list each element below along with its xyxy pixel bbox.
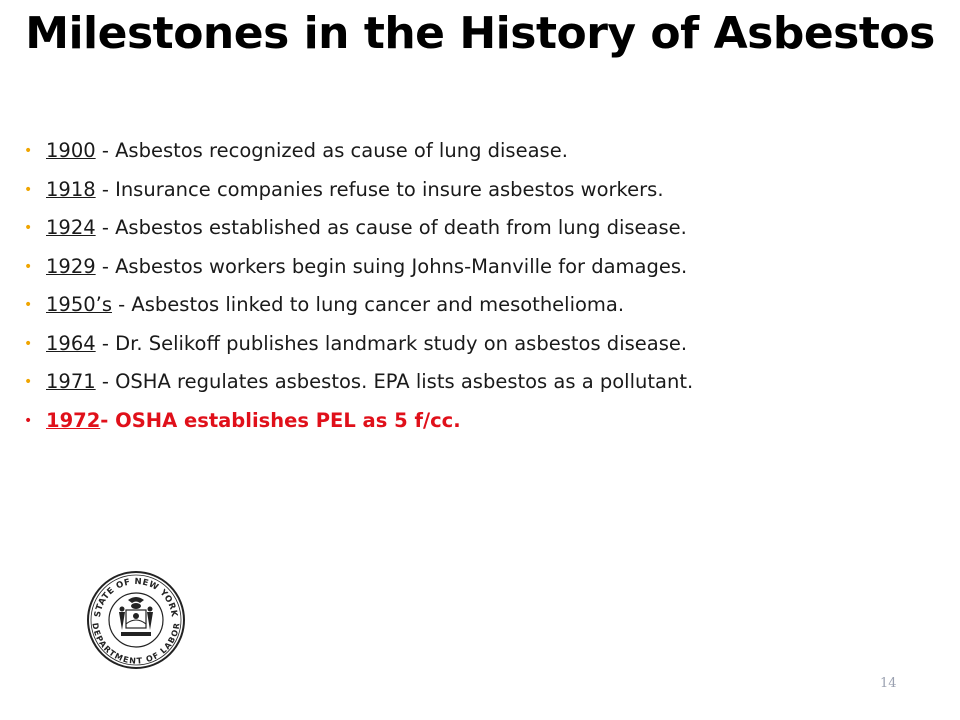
seal-top-text: STATE OF NEW YORK [93,576,179,618]
milestone-text: - Asbestos recognized as cause of lung disease. [95,139,568,162]
milestone-year: 1972 [46,408,101,432]
milestone-list [24,132,693,440]
milestone-year: 1918 [46,177,96,201]
milestone-item [24,132,693,171]
milestone-text: - OSHA establishes PEL as 5 f/cc. [100,408,461,432]
bullet-icon: • [24,143,33,159]
bullet-icon: • [24,181,33,198]
nys-department-of-labor-seal-icon [86,570,186,670]
milestone-text: - OSHA regulates asbestos. EPA lists asbestos as a pollutant. [95,370,694,393]
milestone-text: - Dr. Selikoff publishes landmark study on asbestos disease. [95,331,688,355]
slide-title: Milestones in the History of Asbestos [25,8,935,59]
milestone-text: - Asbestos established as cause of death from lung disease. [95,216,687,239]
milestone-text: - Insurance companies refuse to insure asbestos workers. [95,177,664,201]
bullet-icon: • [24,220,33,236]
bullet-icon: • [24,412,33,429]
bullet-icon: • [24,258,33,275]
milestone-item [24,363,693,402]
milestone-year: 1924 [46,216,96,239]
seal-bottom-text: DEPARTMENT OF LABOR [90,622,182,666]
bullet-icon: • [24,374,33,390]
milestone-item-highlighted [24,402,693,441]
bullet-icon: • [24,335,33,352]
milestone-year: 1950’s [46,293,112,316]
milestone-item [24,325,693,364]
milestone-year: 1929 [46,254,96,278]
milestone-year: 1971 [46,370,96,393]
milestone-item [24,171,693,210]
milestone-item [24,286,693,325]
milestone-year: 1964 [46,331,96,355]
milestone-text: - Asbestos linked to lung cancer and mesothelioma. [111,293,625,316]
page-number: 14 [880,676,897,691]
bullet-icon: • [24,297,33,313]
milestone-year: 1900 [46,139,96,162]
svg-text:DEPARTMENT OF LABOR [90,622,181,665]
milestone-item [24,209,693,248]
milestone-text: - Asbestos workers begin suing Johns-Manville for damages. [95,254,688,278]
milestone-item [24,248,693,287]
